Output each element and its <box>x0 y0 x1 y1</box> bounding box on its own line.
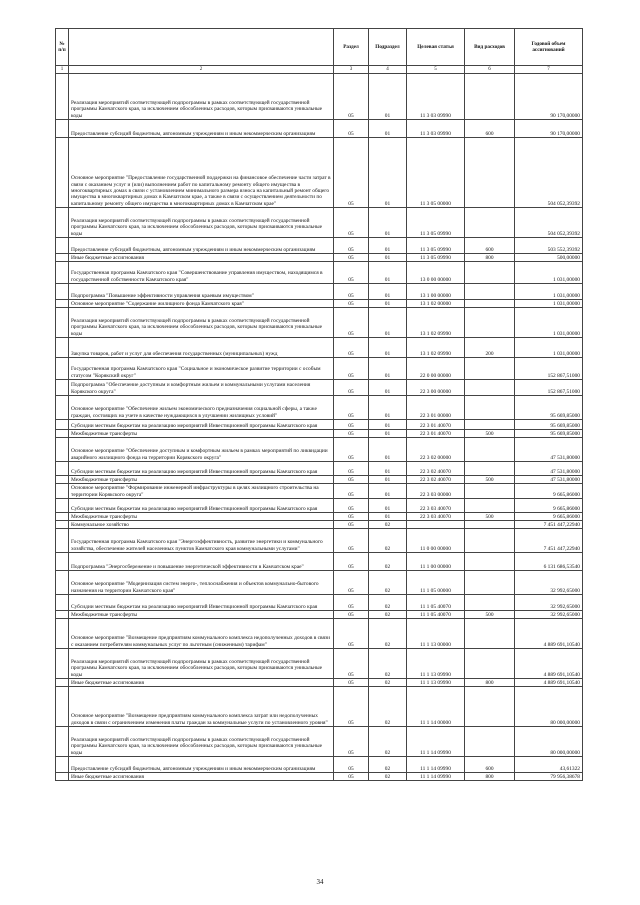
row-expense-type-cell <box>465 308 515 338</box>
row-index-cell <box>56 757 69 773</box>
row-expense-type-cell <box>465 284 515 300</box>
row-section-cell: 05 <box>334 521 369 529</box>
row-index-cell <box>56 438 69 462</box>
table-row <box>56 595 583 611</box>
row-index-cell <box>56 420 69 430</box>
row-amount-cell: 7 451 447,22940 <box>515 529 583 553</box>
row-amount-cell: 6 131 686,53540 <box>515 553 583 571</box>
column-number: 3 <box>334 66 369 74</box>
row-index-cell <box>56 521 69 529</box>
row-name-cell: Реализация мероприятий соответствующей подпрограммы в рамках соответствующей государственной программы Камчатского края, за исключением обособленных расходов, которым присваиваются уникальные коды <box>69 649 334 679</box>
table-row <box>56 380 583 396</box>
row-target-article-cell: 22 3 03 00000 <box>407 484 465 499</box>
row-target-article-cell: 11 3 05 09990 <box>407 254 465 262</box>
row-name-cell: Государственная программа Камчатского края "Энергоэффективность, развитие энергетики и коммунального хозяйства, обеспечение жителей населенных пунктов Камчатского края коммунальными услугами" <box>69 529 334 553</box>
row-subsection-cell: 01 <box>369 476 407 484</box>
row-amount-cell: 1 031,00000 <box>515 338 583 358</box>
row-index-cell <box>56 396 69 420</box>
row-index-cell <box>56 380 69 396</box>
row-amount-cell: 9 665,86000 <box>515 499 583 513</box>
table-row <box>56 553 583 571</box>
row-amount-cell: 95 669,85000 <box>515 430 583 438</box>
row-amount-cell: 1 031,00000 <box>515 300 583 308</box>
col-subsection-header: Подраздел <box>369 29 407 66</box>
row-expense-type-cell <box>465 420 515 430</box>
row-subsection-cell: 02 <box>369 757 407 773</box>
row-section-cell: 05 <box>334 338 369 358</box>
row-subsection-cell: 02 <box>369 649 407 679</box>
col-expense-type-header: Вид расходов <box>465 29 515 66</box>
row-index-cell <box>56 687 69 727</box>
row-target-article-cell: 22 0 00 00000 <box>407 358 465 380</box>
row-name-cell: Коммунальное хозяйство <box>69 521 334 529</box>
row-target-article-cell <box>407 521 465 529</box>
row-index-cell <box>56 462 69 476</box>
row-section-cell: 05 <box>334 420 369 430</box>
row-expense-type-cell: 600 <box>465 757 515 773</box>
row-index-cell <box>56 74 69 120</box>
row-name-cell: Основное мероприятие "Возмещение предприятиям коммунального комплекса затрат или недополученных доходов в связи с ограничением изменения платы граждан за коммунальные услуги по установленного уровня" <box>69 687 334 727</box>
row-expense-type-cell <box>465 499 515 513</box>
table-row <box>56 300 583 308</box>
row-expense-type-cell <box>465 595 515 611</box>
row-target-article-cell: 11 1 13 09990 <box>407 649 465 679</box>
row-name-cell: Подпрограмма "Повышение эффективности управления краевым имуществом" <box>69 284 334 300</box>
row-amount-cell: 43,61322 <box>515 757 583 773</box>
row-section-cell: 05 <box>334 462 369 476</box>
row-amount-cell: 500,00000 <box>515 254 583 262</box>
row-index-cell <box>56 284 69 300</box>
row-target-article-cell: 11 1 14 00000 <box>407 687 465 727</box>
row-target-article-cell: 13 1 02 09990 <box>407 308 465 338</box>
row-subsection-cell: 01 <box>369 338 407 358</box>
row-subsection-cell: 02 <box>369 611 407 619</box>
row-expense-type-cell <box>465 438 515 462</box>
table-row <box>56 521 583 529</box>
row-index-cell <box>56 358 69 380</box>
row-index-cell <box>56 208 69 238</box>
row-name-cell: Реализация мероприятий соответствующей подпрограммы в рамках соответствующей государственной программы Камчатского края, за исключением обособленных расходов, которым присваиваются уникальные коды <box>69 208 334 238</box>
row-section-cell: 05 <box>334 773 369 781</box>
row-name-cell: Основное мероприятие "Предоставление государственной поддержки на финансовое обеспечение части затрат в связи с оказанием услуг и (или) выполнением работ по капитальному ремонту общего имущества в многоквартирных домах в связи с установлением минимального размера взноса на капитальный ремонт общего имущества в многоквартирных домах в Камчатском крае, а также в связи с осуществлением деятельности по капитальному ремонту общего имущества в многоквартирных домах в Камчатском крае" <box>69 138 334 208</box>
col-target-article-header: Целевая статья <box>407 29 465 66</box>
row-target-article-cell: 22 3 01 40070 <box>407 420 465 430</box>
row-name-cell: Иные бюджетные ассигнования <box>69 679 334 687</box>
row-target-article-cell: 22 3 02 40070 <box>407 476 465 484</box>
row-index-cell <box>56 499 69 513</box>
row-amount-cell: 32 992,65000 <box>515 611 583 619</box>
row-amount-cell: 47 531,80000 <box>515 476 583 484</box>
row-expense-type-cell <box>465 649 515 679</box>
row-name-cell: Межбюджетные трансферты <box>69 611 334 619</box>
row-amount-cell: 152 867,51000 <box>515 380 583 396</box>
row-expense-type-cell: 500 <box>465 430 515 438</box>
row-subsection-cell: 01 <box>369 380 407 396</box>
row-name-cell: Основное мероприятие "Возмещение предприятиям коммунального комплекса недополученных доходов в связи с оказанием потребителям коммунальных услуг по льготным (сниженным) тарифам" <box>69 619 334 649</box>
row-subsection-cell: 01 <box>369 300 407 308</box>
table-row <box>56 138 583 208</box>
row-target-article-cell: 11 1 14 09990 <box>407 773 465 781</box>
row-amount-cell: 90 170,00000 <box>515 74 583 120</box>
row-target-article-cell: 11 1 14 09990 <box>407 727 465 757</box>
row-amount-cell: 80 000,00000 <box>515 687 583 727</box>
row-expense-type-cell <box>465 262 515 284</box>
table-row <box>56 120 583 138</box>
row-section-cell: 05 <box>334 254 369 262</box>
row-expense-type-cell <box>465 727 515 757</box>
table-row <box>56 476 583 484</box>
table-row <box>56 484 583 499</box>
row-amount-cell: 504 052,39392 <box>515 208 583 238</box>
table-row <box>56 529 583 553</box>
row-target-article-cell: 22 3 01 40070 <box>407 430 465 438</box>
row-subsection-cell: 01 <box>369 74 407 120</box>
row-target-article-cell: 22 3 02 40070 <box>407 462 465 476</box>
row-target-article-cell: 22 3 03 40070 <box>407 499 465 513</box>
table-row <box>56 757 583 773</box>
table-row <box>56 687 583 727</box>
table-row <box>56 396 583 420</box>
row-subsection-cell: 01 <box>369 430 407 438</box>
row-expense-type-cell <box>465 462 515 476</box>
table-row <box>56 238 583 254</box>
row-index-cell <box>56 727 69 757</box>
row-target-article-cell: 11 3 05 09990 <box>407 238 465 254</box>
table-row <box>56 611 583 619</box>
row-name-cell: Межбюджетные трансферты <box>69 476 334 484</box>
row-target-article-cell: 11 3 05 00000 <box>407 138 465 208</box>
column-number: 2 <box>69 66 334 74</box>
row-section-cell: 05 <box>334 595 369 611</box>
row-expense-type-cell <box>465 74 515 120</box>
row-subsection-cell: 02 <box>369 595 407 611</box>
row-target-article-cell: 11 3 03 09990 <box>407 74 465 120</box>
row-target-article-cell: 22 3 00 00000 <box>407 380 465 396</box>
row-index-cell <box>56 138 69 208</box>
row-subsection-cell: 01 <box>369 262 407 284</box>
column-number: 4 <box>369 66 407 74</box>
row-subsection-cell: 01 <box>369 308 407 338</box>
row-index-cell <box>56 262 69 284</box>
table-row <box>56 513 583 521</box>
table-row <box>56 358 583 380</box>
row-section-cell: 05 <box>334 687 369 727</box>
row-name-cell: Основное мероприятие "Формирование инженерной инфраструктуры в целях жилищного строительства на территории Корякского округа" <box>69 484 334 499</box>
row-section-cell: 05 <box>334 120 369 138</box>
col-annual-amount-header: Годовой объем ассигнований <box>515 29 583 66</box>
row-target-article-cell: 11 0 00 00000 <box>407 529 465 553</box>
row-amount-cell: 152 867,51000 <box>515 358 583 380</box>
row-index-cell <box>56 430 69 438</box>
row-name-cell: Иные бюджетные ассигнования <box>69 773 334 781</box>
row-index-cell <box>56 773 69 781</box>
row-amount-cell: 95 669,85000 <box>515 420 583 430</box>
row-name-cell: Реализация мероприятий соответствующей подпрограммы в рамках соответствующей государственной программы Камчатского края, за исключением обособленных расходов, которым присваиваются уникальные коды <box>69 727 334 757</box>
row-name-cell: Реализация мероприятий соответствующей подпрограммы в рамках соответствующей государственной программы Камчатского края, за исключением обособленных расходов, которым присваиваются уникальные коды <box>69 74 334 120</box>
row-section-cell: 05 <box>334 611 369 619</box>
row-expense-type-cell <box>465 138 515 208</box>
budget-table <box>55 28 583 781</box>
row-index-cell <box>56 571 69 595</box>
row-expense-type-cell: 600 <box>465 238 515 254</box>
table-row <box>56 420 583 430</box>
table-row <box>56 208 583 238</box>
table-row <box>56 619 583 649</box>
row-target-article-cell: 11 3 03 09990 <box>407 120 465 138</box>
row-name-cell: Основное мероприятие "Обеспечение жильем экономического предназначения социальной сферы, а также граждан, состоящих на учете в качестве нуждающихся в улучшении жилищных условий" <box>69 396 334 420</box>
row-amount-cell: 90 170,00000 <box>515 120 583 138</box>
row-amount-cell: 47 531,80000 <box>515 438 583 462</box>
row-section-cell: 05 <box>334 438 369 462</box>
row-amount-cell: 32 992,65000 <box>515 595 583 611</box>
row-subsection-cell: 01 <box>369 208 407 238</box>
row-index-cell <box>56 254 69 262</box>
row-name-cell: Субсидии местным бюджетам на реализацию мероприятий Инвестиционной программы Камчатского края <box>69 462 334 476</box>
table-row <box>56 262 583 284</box>
row-section-cell: 05 <box>334 380 369 396</box>
row-section-cell: 05 <box>334 74 369 120</box>
row-subsection-cell: 01 <box>369 120 407 138</box>
row-expense-type-cell <box>465 687 515 727</box>
row-expense-type-cell <box>465 380 515 396</box>
table-row <box>56 649 583 679</box>
col-name-header <box>69 29 334 66</box>
table-row <box>56 727 583 757</box>
row-name-cell: Подпрограмма "Энергосбережение и повышение энергетической эффективности в Камчатском крае" <box>69 553 334 571</box>
row-section-cell: 05 <box>334 208 369 238</box>
row-target-article-cell: 13 1 02 00000 <box>407 300 465 308</box>
row-section-cell: 05 <box>334 358 369 380</box>
row-expense-type-cell: 500 <box>465 513 515 521</box>
row-expense-type-cell: 500 <box>465 611 515 619</box>
row-amount-cell: 9 665,86000 <box>515 484 583 499</box>
column-number: 5 <box>407 66 465 74</box>
row-amount-cell: 7 451 447,22940 <box>515 521 583 529</box>
row-name-cell: Предоставление субсидий бюджетным, автономным учреждениям и иным некоммерческим организациям <box>69 120 334 138</box>
table-row <box>56 284 583 300</box>
row-expense-type-cell <box>465 529 515 553</box>
table-header-row <box>56 29 583 66</box>
row-section-cell: 05 <box>334 138 369 208</box>
row-expense-type-cell: 500 <box>465 476 515 484</box>
row-index-cell <box>56 238 69 254</box>
row-name-cell: Государственная программа Камчатского края "Социальное и экономическое развитие территории с особым статусом "Корякский округ" <box>69 358 334 380</box>
row-name-cell: Субсидии местным бюджетам на реализацию мероприятий Инвестиционной программы Камчатского края <box>69 499 334 513</box>
row-subsection-cell: 02 <box>369 619 407 649</box>
row-name-cell: Предоставление субсидий бюджетным, автономным учреждениям и иным некоммерческим организациям <box>69 238 334 254</box>
row-expense-type-cell <box>465 358 515 380</box>
row-target-article-cell: 11 1 13 09990 <box>407 679 465 687</box>
row-subsection-cell: 01 <box>369 238 407 254</box>
row-section-cell: 05 <box>334 476 369 484</box>
row-index-cell <box>56 649 69 679</box>
row-name-cell: Субсидии местным бюджетам на реализацию мероприятий Инвестиционной программы Камчатского края <box>69 420 334 430</box>
row-index-cell <box>56 595 69 611</box>
row-expense-type-cell <box>465 521 515 529</box>
row-subsection-cell: 01 <box>369 284 407 300</box>
row-subsection-cell: 01 <box>369 254 407 262</box>
row-subsection-cell: 02 <box>369 773 407 781</box>
table-row <box>56 430 583 438</box>
col-number-header: № п/п <box>56 29 69 66</box>
row-expense-type-cell <box>465 619 515 649</box>
row-target-article-cell: 11 1 05 00000 <box>407 571 465 595</box>
column-number: 7 <box>515 66 583 74</box>
row-section-cell: 05 <box>334 300 369 308</box>
row-target-article-cell: 13 1 00 00000 <box>407 284 465 300</box>
row-amount-cell: 1 031,00000 <box>515 308 583 338</box>
row-target-article-cell: 11 1 05 40070 <box>407 595 465 611</box>
row-subsection-cell: 02 <box>369 679 407 687</box>
row-expense-type-cell <box>465 300 515 308</box>
table-row <box>56 438 583 462</box>
row-index-cell <box>56 619 69 649</box>
row-section-cell: 05 <box>334 396 369 420</box>
row-amount-cell: 4 889 691,10540 <box>515 649 583 679</box>
row-subsection-cell: 01 <box>369 358 407 380</box>
row-index-cell <box>56 611 69 619</box>
row-target-article-cell: 13 0 00 00000 <box>407 262 465 284</box>
table-row <box>56 74 583 120</box>
row-name-cell: Межбюджетные трансферты <box>69 513 334 521</box>
row-amount-cell: 503 552,39392 <box>515 238 583 254</box>
row-subsection-cell: 01 <box>369 438 407 462</box>
row-amount-cell: 1 031,00000 <box>515 284 583 300</box>
row-section-cell: 05 <box>334 484 369 499</box>
row-target-article-cell: 11 3 05 09990 <box>407 208 465 238</box>
row-subsection-cell: 01 <box>369 396 407 420</box>
table-row <box>56 773 583 781</box>
row-index-cell <box>56 679 69 687</box>
row-expense-type-cell <box>465 396 515 420</box>
row-name-cell: Иные бюджетные ассигнования <box>69 254 334 262</box>
row-subsection-cell: 01 <box>369 499 407 513</box>
row-expense-type-cell <box>465 571 515 595</box>
row-expense-type-cell <box>465 208 515 238</box>
row-index-cell <box>56 484 69 499</box>
row-amount-cell: 4 889 691,10540 <box>515 619 583 649</box>
row-section-cell: 05 <box>334 727 369 757</box>
row-target-article-cell: 11 1 13 00000 <box>407 619 465 649</box>
row-target-article-cell: 13 1 02 09990 <box>407 338 465 358</box>
row-section-cell: 05 <box>334 553 369 571</box>
row-subsection-cell: 02 <box>369 687 407 727</box>
row-index-cell <box>56 120 69 138</box>
row-section-cell: 05 <box>334 308 369 338</box>
row-amount-cell: 1 031,00000 <box>515 262 583 284</box>
row-expense-type-cell: 800 <box>465 773 515 781</box>
row-target-article-cell: 11 1 14 09990 <box>407 757 465 773</box>
row-subsection-cell: 02 <box>369 529 407 553</box>
row-amount-cell: 80 000,00000 <box>515 727 583 757</box>
row-expense-type-cell <box>465 484 515 499</box>
row-index-cell <box>56 338 69 358</box>
row-subsection-cell: 01 <box>369 462 407 476</box>
column-number-row <box>56 66 583 74</box>
row-amount-cell: 9 665,86000 <box>515 513 583 521</box>
row-expense-type-cell <box>465 553 515 571</box>
row-name-cell: Основное мероприятие "Содержание жилищного фонда Камчатского края" <box>69 300 334 308</box>
table-row <box>56 571 583 595</box>
row-index-cell <box>56 308 69 338</box>
row-name-cell: Государственная программа Камчатского края "Совершенствование управления имуществом, находящимся в государственной собственности Камчатского края" <box>69 262 334 284</box>
row-subsection-cell: 02 <box>369 521 407 529</box>
row-amount-cell: 4 889 691,10540 <box>515 679 583 687</box>
row-subsection-cell: 01 <box>369 513 407 521</box>
row-target-article-cell: 22 3 02 00000 <box>407 438 465 462</box>
row-expense-type-cell: 800 <box>465 679 515 687</box>
row-expense-type-cell: 800 <box>465 254 515 262</box>
row-section-cell: 05 <box>334 513 369 521</box>
table-row <box>56 679 583 687</box>
row-target-article-cell: 11 1 00 00000 <box>407 553 465 571</box>
row-name-cell: Предоставление субсидий бюджетным, автономным учреждениям и иным некоммерческим организациям <box>69 757 334 773</box>
row-target-article-cell: 22 3 03 40070 <box>407 513 465 521</box>
row-subsection-cell: 01 <box>369 138 407 208</box>
table-row <box>56 338 583 358</box>
table-row <box>56 462 583 476</box>
table-row <box>56 308 583 338</box>
row-section-cell: 05 <box>334 284 369 300</box>
row-section-cell: 05 <box>334 757 369 773</box>
row-section-cell: 05 <box>334 619 369 649</box>
row-name-cell: Подпрограмма "Обеспечение доступным и комфортным жильем и коммунальными услугами населения Корякского округа" <box>69 380 334 396</box>
table-row <box>56 499 583 513</box>
row-section-cell: 05 <box>334 262 369 284</box>
row-amount-cell: 79 956,38678 <box>515 773 583 781</box>
row-subsection-cell: 02 <box>369 553 407 571</box>
row-subsection-cell: 01 <box>369 420 407 430</box>
page-number: 34 <box>316 878 324 886</box>
row-section-cell: 05 <box>334 238 369 254</box>
row-index-cell <box>56 529 69 553</box>
table-body <box>56 74 583 781</box>
row-name-cell: Субсидии местным бюджетам на реализацию мероприятий Инвестиционной программы Камчатского края <box>69 595 334 611</box>
column-number: 1 <box>56 66 69 74</box>
row-section-cell: 05 <box>334 571 369 595</box>
table-row <box>56 254 583 262</box>
row-expense-type-cell: 200 <box>465 338 515 358</box>
row-name-cell: Закупка товаров, работ и услуг для обеспечения государственных (муниципальных) нужд <box>69 338 334 358</box>
row-subsection-cell: 02 <box>369 571 407 595</box>
row-name-cell: Межбюджетные трансферты <box>69 430 334 438</box>
row-index-cell <box>56 300 69 308</box>
row-index-cell <box>56 476 69 484</box>
row-expense-type-cell: 600 <box>465 120 515 138</box>
row-amount-cell: 95 669,85000 <box>515 396 583 420</box>
row-amount-cell: 32 992,65000 <box>515 571 583 595</box>
row-subsection-cell: 02 <box>369 727 407 757</box>
col-section-header: Раздел <box>334 29 369 66</box>
row-index-cell <box>56 513 69 521</box>
row-name-cell: Основное мероприятие "Обеспечение доступным и комфортным жильем в рамках мероприятий по ликвидации аварийного жилищного фонда на территории Корякского округа" <box>69 438 334 462</box>
row-name-cell: Реализация мероприятий соответствующей подпрограммы в рамках соответствующей государственной программы Камчатского края, за исключением обособленных расходов, которым присваиваются уникальные коды <box>69 308 334 338</box>
row-section-cell: 05 <box>334 649 369 679</box>
row-index-cell <box>56 553 69 571</box>
row-section-cell: 05 <box>334 430 369 438</box>
row-target-article-cell: 22 3 01 00000 <box>407 396 465 420</box>
row-subsection-cell: 01 <box>369 484 407 499</box>
column-number: 6 <box>465 66 515 74</box>
row-section-cell: 05 <box>334 499 369 513</box>
row-section-cell: 05 <box>334 529 369 553</box>
row-amount-cell: 47 531,80000 <box>515 462 583 476</box>
row-target-article-cell: 11 1 05 40070 <box>407 611 465 619</box>
row-section-cell: 05 <box>334 679 369 687</box>
row-amount-cell: 504 052,39392 <box>515 138 583 208</box>
row-name-cell: Основное мероприятие "Модернизация систем энерго-, теплоснабжения и объектов коммунально-бытового назначения на территории Камчатского края" <box>69 571 334 595</box>
